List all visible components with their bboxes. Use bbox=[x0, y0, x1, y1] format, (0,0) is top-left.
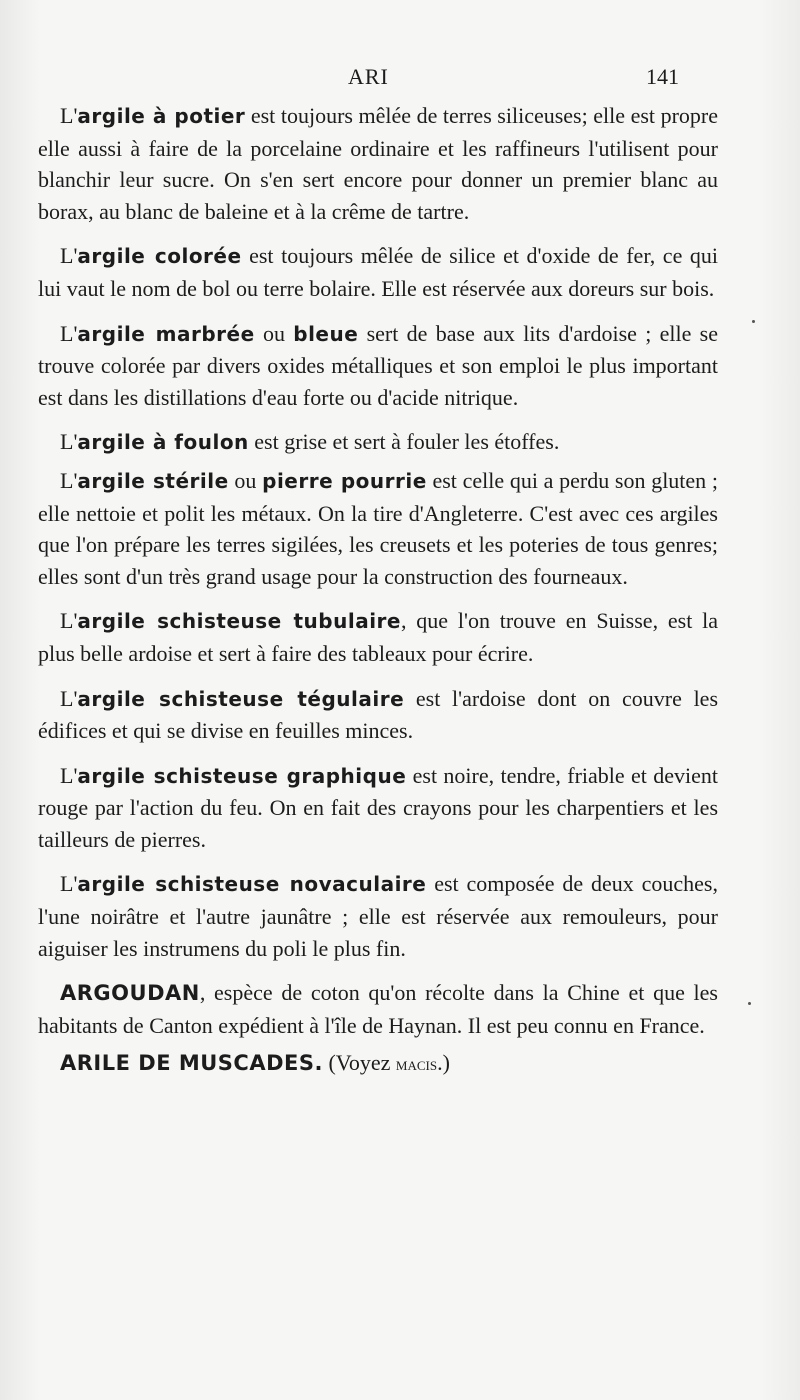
entry-headword: ARGOUDAN bbox=[60, 981, 200, 1006]
entry-term-alt: bleue bbox=[293, 321, 359, 346]
dictionary-text bbox=[38, 100, 718, 1081]
page-number: 141 bbox=[646, 64, 679, 89]
entry-term-alt: pierre pourrie bbox=[262, 468, 427, 493]
entry-argile-schisteuse-tegulaire bbox=[38, 683, 718, 747]
entry-prefix: L' bbox=[60, 762, 78, 788]
entry-prefix: L' bbox=[60, 467, 78, 493]
entry-text: est composée de deux couches, l'une noirâtre et l'autre jaunâtre ; elle est réservée aux remouleurs, pour aiguiser les instrumens du poli le plus fin. bbox=[38, 871, 718, 961]
entry-argile-marbree bbox=[38, 318, 718, 414]
entry-connector: ou bbox=[228, 467, 263, 493]
entry-prefix: L' bbox=[60, 103, 78, 128]
entry-argile-a-potier bbox=[38, 100, 718, 227]
page-header bbox=[0, 64, 800, 94]
entry-term: argile schisteuse tégulaire bbox=[77, 686, 405, 711]
cross-ref-close: .) bbox=[437, 1050, 450, 1076]
entry-prefix: L' bbox=[60, 871, 78, 897]
entry-term: argile schisteuse graphique bbox=[77, 763, 407, 788]
paper-speck bbox=[752, 320, 755, 323]
entry-arile-de-muscades bbox=[38, 1047, 718, 1081]
entry-prefix: L' bbox=[60, 608, 78, 634]
entry-text: est l'ardoise dont on couvre les édifices et qui se divise en feuilles minces. bbox=[38, 685, 719, 744]
cross-ref-target: macis bbox=[395, 1054, 438, 1075]
entry-argile-coloree bbox=[38, 240, 718, 304]
entry-text: est celle qui a perdu son gluten ; elle nettoie et polit les métaux. On la tire d'Angleterre. C'est avec ces argiles que l'on prépare les terres sigilées, les creusets et les poteries de tous genres; elles sont d'un très grand usage pour la construction des fourneaux. bbox=[38, 467, 718, 589]
running-head: ARI bbox=[348, 64, 389, 89]
entry-argoudan bbox=[38, 977, 718, 1041]
entry-prefix: L' bbox=[60, 320, 78, 346]
entry-text: sert de base aux lits d'ardoise ; elle se trouve colorée par divers oxides métalliques et son emploi le plus important est dans les distillations d'eau forte ou d'acide nitrique. bbox=[38, 320, 719, 410]
entry-argile-a-foulon bbox=[38, 426, 718, 459]
entry-term: argile schisteuse novaculaire bbox=[77, 872, 427, 897]
entry-text: , espèce de coton qu'on récolte dans la Chine et que les habitants de Canton expédient à l'île de Haynan. Il est peu connu en France. bbox=[38, 980, 718, 1038]
entry-prefix: L' bbox=[60, 685, 78, 711]
entry-headword: ARILE DE MUSCADES. bbox=[60, 1051, 323, 1076]
entry-text: est toujours mêlée de silice et d'oxide de fer, ce qui lui vaut le nom de bol ou terre bolaire. Elle est réservée aux doreurs sur bois. bbox=[38, 243, 718, 301]
entry-term: argile schisteuse tubulaire bbox=[77, 609, 401, 634]
entry-argile-schisteuse-novaculaire bbox=[38, 868, 718, 964]
entry-text: est noire, tendre, friable et devient rouge par l'action du feu. On en fait des crayons pour les charpentiers et les tailleurs de pierres. bbox=[38, 762, 719, 852]
entry-term: argile colorée bbox=[77, 244, 242, 269]
entry-term: argile marbrée bbox=[77, 321, 255, 346]
entry-argile-schisteuse-tubulaire bbox=[38, 605, 718, 669]
entry-text: est grise et sert à fouler les étoffes. bbox=[248, 429, 560, 455]
entry-argile-schisteuse-graphique bbox=[38, 760, 718, 856]
entry-text: , que l'on trouve en Suisse, est la plus belle ardoise et sert à faire des tableaux pour écrire. bbox=[38, 608, 718, 666]
entry-term: argile à potier bbox=[77, 104, 246, 128]
cross-ref-open: (Voyez bbox=[322, 1050, 396, 1076]
entry-term: argile stérile bbox=[77, 468, 229, 493]
paper-speck bbox=[748, 1002, 751, 1005]
entry-prefix: L' bbox=[60, 429, 78, 455]
entry-text: est toujours mêlée de terres siliceuses; elle est propre elle aussi à faire de la porcelaine ordinaire et les raffineurs l'utilisent pour blanchir leur sucre. On s'en sert encore pour donner un premier blanc au borax, au blanc de baleine et à la crême de tartre. bbox=[38, 103, 718, 224]
entry-term: argile à foulon bbox=[77, 430, 249, 455]
entry-argile-sterile bbox=[38, 465, 718, 592]
entry-connector: ou bbox=[254, 320, 294, 346]
entry-prefix: L' bbox=[60, 243, 78, 269]
